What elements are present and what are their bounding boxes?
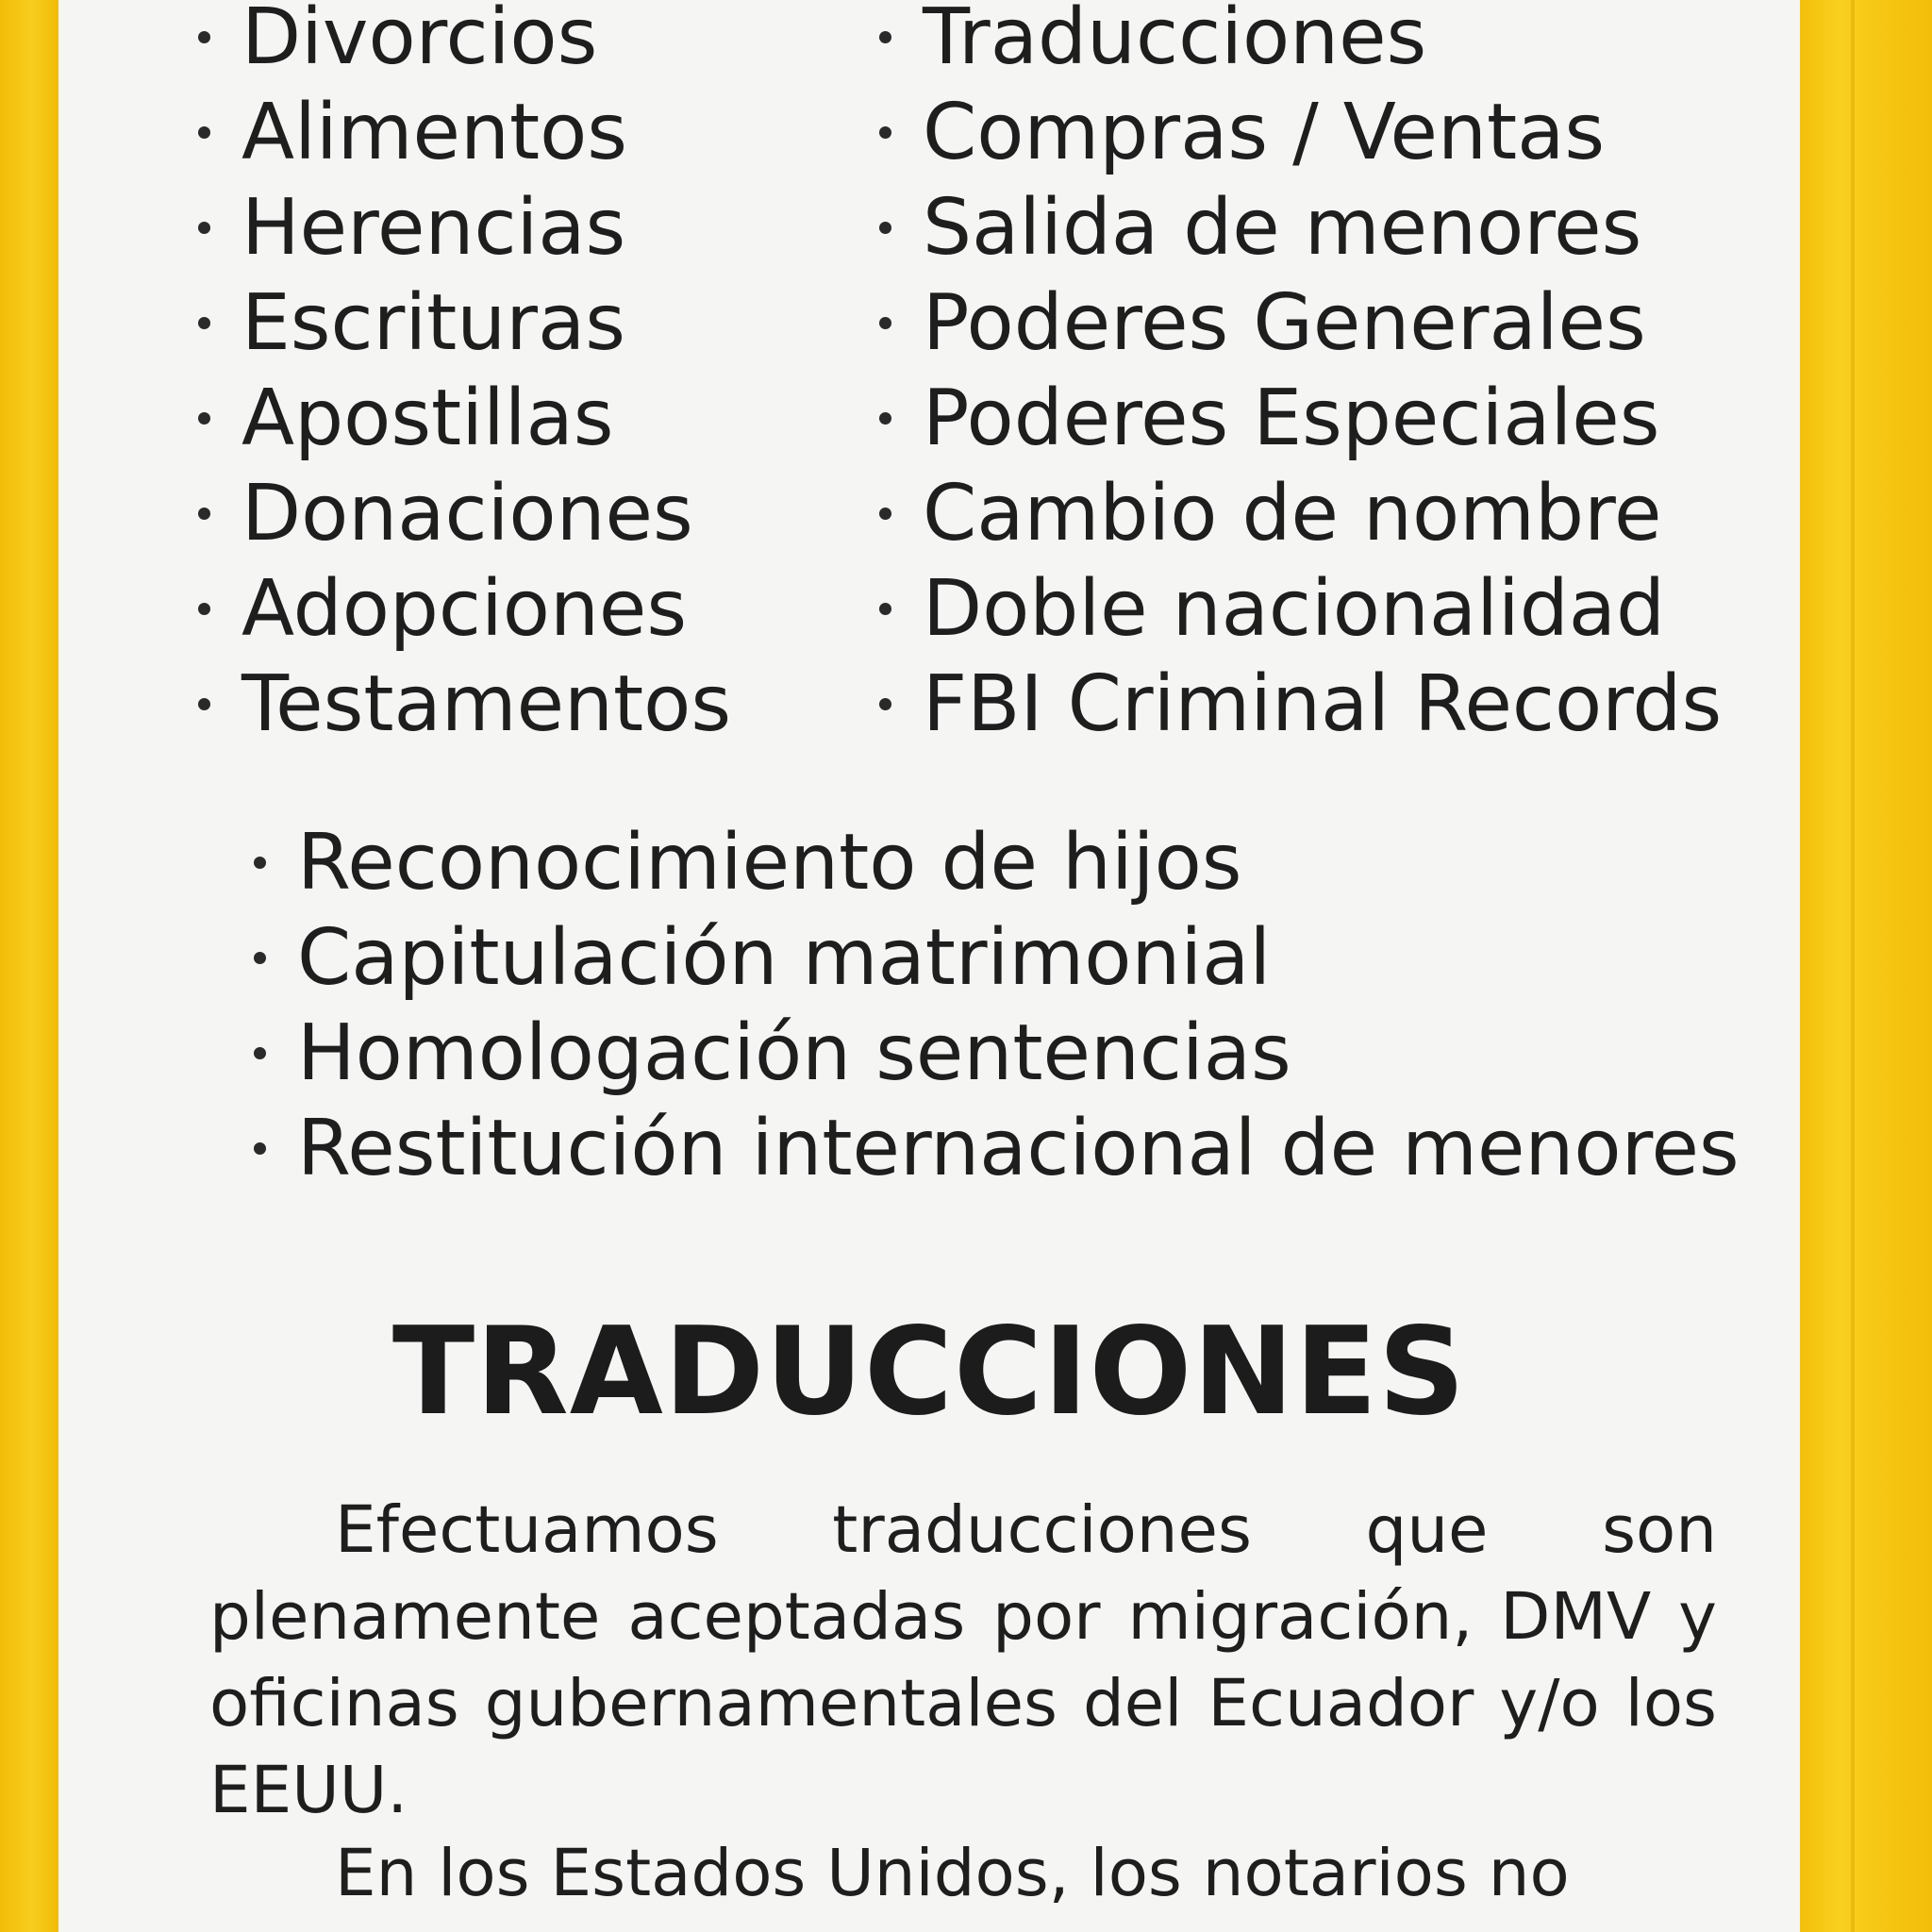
service-label: Alimentos	[242, 88, 627, 177]
service-label: Capitulación matrimonial	[297, 913, 1272, 1003]
body-paragraph: Efectuamos traducciones que son plenamente aceptadas por migración, DMV y oficinas gubernamentales del Ecuador y/o los EEUU.	[209, 1492, 1717, 1828]
service-label: Homologación sentencias	[297, 1008, 1291, 1098]
list-item	[874, 561, 1722, 657]
yellow-border-left	[0, 0, 58, 1932]
service-label: Donaciones	[242, 469, 693, 558]
service-label: Poderes Generales	[923, 278, 1646, 368]
bullet-icon	[198, 126, 210, 139]
bullet-icon	[879, 698, 891, 710]
service-label: FBI Criminal Records	[923, 659, 1723, 749]
services-list-extra	[248, 815, 1740, 1196]
bullet-icon	[879, 603, 891, 615]
bullet-icon	[198, 508, 210, 520]
list-item	[874, 85, 1722, 180]
list-item	[874, 371, 1722, 466]
bullet-icon	[198, 698, 210, 710]
service-label: Adopciones	[242, 564, 688, 654]
bullet-icon	[198, 317, 210, 329]
service-label: Herencias	[242, 183, 626, 273]
list-item	[192, 561, 731, 657]
list-item	[192, 180, 731, 275]
service-label: Restitución internacional de menores	[297, 1104, 1740, 1193]
bullet-icon	[254, 1142, 266, 1155]
bullet-icon	[198, 603, 210, 615]
service-label: Cambio de nombre	[923, 469, 1662, 558]
service-label: Salida de menores	[923, 183, 1642, 273]
service-label: Poderes Especiales	[923, 374, 1660, 463]
bullet-icon	[879, 317, 891, 329]
list-item	[248, 815, 1740, 910]
service-label: Compras / Ventas	[923, 88, 1606, 177]
list-item	[248, 1006, 1740, 1101]
bullet-icon	[254, 857, 266, 869]
service-label: Apostillas	[242, 374, 614, 463]
bullet-icon	[198, 412, 210, 425]
bullet-icon	[198, 31, 210, 43]
services-list-left	[192, 0, 731, 752]
section-title: TRADUCCIONES	[391, 1302, 1467, 1442]
bullet-icon	[198, 222, 210, 234]
list-item	[874, 275, 1722, 371]
list-item	[192, 85, 731, 180]
bullet-icon	[254, 1047, 266, 1059]
list-item	[874, 0, 1722, 85]
service-label: Testamentos	[242, 659, 732, 749]
border-fold-line	[1851, 0, 1855, 1932]
list-item	[192, 0, 731, 85]
service-label: Divorcios	[242, 0, 598, 82]
body-paragraph: En los Estados Unidos, los notarios no	[335, 1836, 1570, 1911]
bullet-icon	[879, 412, 891, 425]
brochure-page	[58, 0, 1800, 1932]
service-label: Escrituras	[242, 278, 625, 368]
bullet-icon	[254, 952, 266, 964]
list-item	[192, 466, 731, 561]
list-item	[192, 275, 731, 371]
bullet-icon	[879, 126, 891, 139]
list-item	[248, 910, 1740, 1006]
service-label: Doble nacionalidad	[923, 564, 1666, 654]
list-item	[248, 1101, 1740, 1196]
service-label: Reconocimiento de hijos	[297, 818, 1242, 908]
list-item	[192, 371, 731, 466]
list-item	[874, 180, 1722, 275]
bullet-icon	[879, 222, 891, 234]
list-item	[874, 657, 1722, 752]
list-item	[874, 466, 1722, 561]
bullet-icon	[879, 508, 891, 520]
bullet-icon	[879, 31, 891, 43]
list-item	[192, 657, 731, 752]
yellow-border-right	[1800, 0, 1932, 1932]
service-label: Traducciones	[923, 0, 1427, 82]
services-list-right	[874, 0, 1722, 752]
